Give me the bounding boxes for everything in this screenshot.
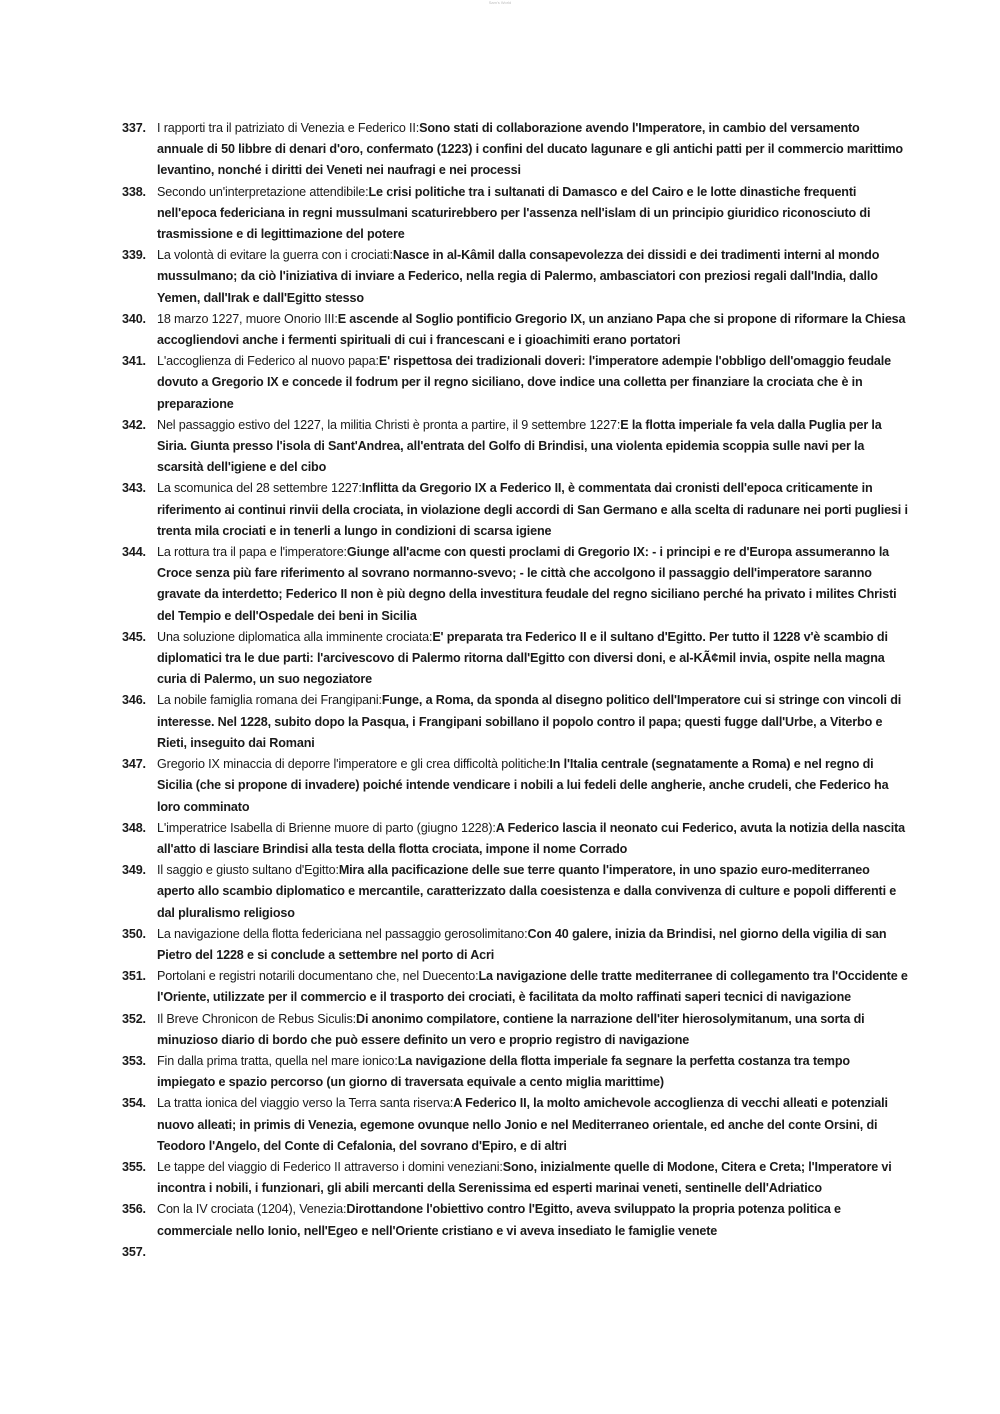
item-question: La rottura tra il papa e l'imperatore: — [157, 545, 347, 560]
item-number: 348. — [122, 820, 146, 835]
page-header: Sam's World — [488, 0, 512, 5]
item-number: 351. — [122, 969, 146, 984]
item-answer: E' rispettosa dei tradizionali doveri: l'imperatore adempie l'obbligo dell'omaggio feudale dovuto a Gregorio IX e concede il fodrum per il regno siciliano, dove indice una colletta per finanziare la crociata che è in preparazione — [157, 354, 891, 411]
item-question: La nobile famiglia romana dei Frangipani: — [157, 693, 382, 708]
list-item — [122, 309, 908, 351]
item-answer: La navigazione della flotta imperiale fa segnare la perfetta costanza tra tempo impiegato e spazio percorso (un giorno di traversata equivale a cento miglia marittime) — [157, 1053, 850, 1090]
list-item — [122, 966, 908, 1008]
list-item — [122, 818, 908, 860]
list-item — [122, 924, 908, 966]
list-item — [122, 118, 908, 182]
item-answer: Le crisi politiche tra i sultanati di Damasco e del Cairo e le lotte dinastiche frequenti nell'epoca federiciana in regni mussulmani scaturirebbero per l'assenza nell'islam di un principio giuridico riconosciuto di trasmissione e di legittimazione del potere — [157, 184, 871, 242]
item-question: La volontà di evitare la guerra con i crociati: — [157, 248, 393, 263]
item-number: 343. — [122, 481, 146, 496]
item-answer: Sono, inizialmente quelle di Modone, Citera e Creta; l'Imperatore vi incontra i nobili, i funzionari, gli abili mercanti della Serenissima ed esperti marinai veneti, sentinelle dell'Adriatico — [157, 1159, 892, 1196]
item-question: 18 marzo 1227, muore Onorio III: — [157, 311, 338, 326]
item-number: 345. — [122, 629, 146, 644]
item-answer: La navigazione delle tratte mediterranee di collegamento tra l'Occidente e l'Oriente, utilizzate per il commercio e il trasporto dei crociati, è facilitata da molto raffinati saperi tecnici di navigazione — [157, 969, 908, 1005]
item-question: Secondo un'interpretazione attendibile: — [157, 184, 369, 199]
item-question: Nel passaggio estivo del 1227, la militia Christi è pronta a partire, il 9 settembre 1227: — [157, 417, 621, 432]
list-item — [122, 182, 908, 246]
item-question: Portolani e registri notarili documentano che, nel Duecento: — [157, 969, 479, 984]
item-number: 344. — [122, 545, 146, 560]
list-item — [122, 245, 908, 309]
list-item — [122, 1093, 908, 1157]
item-number: 339. — [122, 248, 146, 263]
item-answer: Di anonimo compilatore, contiene la narrazione dell'iter hierosolymitanum, una sorta di minuzioso diario di bordo che può essere definito un vero e proprio registro di navigazione — [157, 1011, 865, 1047]
item-number: 354. — [122, 1096, 146, 1111]
item-answer: A Federico lascia il neonato cui Federico, avuta la notizia della nascita all'atto di lasciare Brindisi alla testa della flotta crociata, impone il nome Corrado — [157, 820, 905, 856]
item-answer: Con 40 galere, inizia da Brindisi, nel giorno della vigilia di san Pietro del 1228 e si conclude a settembre nel porto di Acri — [157, 926, 887, 962]
item-answer: Mira alla pacificazione delle sue terre quanto l'imperatore, in uno spazio euro-mediterraneo aperto allo scambio diplomatico e mercantile, caratterizzato dalla coesistenza e dalla convivenza di culture e popoli differenti e dal pluralismo religioso — [157, 863, 897, 920]
item-question: La scomunica del 28 settembre 1227: — [157, 481, 362, 496]
item-number: 341. — [122, 354, 146, 369]
item-number: 357. — [122, 1244, 146, 1259]
list-item — [122, 1009, 908, 1051]
item-number: 337. — [122, 121, 146, 135]
list-item — [122, 690, 908, 754]
item-number: 352. — [122, 1011, 146, 1026]
item-number: 340. — [122, 311, 146, 326]
item-question: La tratta ionica del viaggio verso la Terra santa riserva: — [157, 1096, 454, 1111]
list-item — [122, 860, 908, 924]
item-number: 353. — [122, 1053, 146, 1068]
list-item — [122, 1157, 908, 1199]
item-answer: Funge, a Roma, da sponda al disegno politico dell'Imperatore cui si stringe con vincoli di interesse. Nel 1228, subito dopo la Pasqua, i Frangipani sobillano il popolo contro il papa; questi fugge dall'Urbe, a Viterbo e Rieti, inseguito dai Romani — [157, 693, 902, 750]
list-item — [122, 478, 908, 542]
list-item — [122, 754, 908, 818]
item-question: Con la IV crociata (1204), Venezia: — [157, 1202, 347, 1217]
item-answer: E la flotta imperiale fa vela dalla Puglia per la Siria. Giunta presso l'isola di Sant'Andrea, all'entrata del Golfo di Brindisi, una violenta epidemia scoppia sulle navi per la scarsità dell'igiene e del cibo — [157, 417, 882, 475]
list-item — [122, 351, 908, 415]
item-question: La navigazione della flotta federiciana nel passaggio gerosolimitano: — [157, 926, 528, 941]
item-answer: E ascende al Soglio pontificio Gregorio IX, un anziano Papa che si propone di riformare la Chiesa accogliendovi anche i fermenti spirituali di cui i francescani e i gioachimiti erano portatori — [157, 311, 906, 348]
item-question: Una soluzione diplomatica alla imminente crociata: — [157, 629, 433, 644]
item-answer: A Federico II, la molto amichevole accoglienza di vecchi alleati e potenziali nuovo alleati; in primis di Venezia, egemone ovunque nello Jonio e nel Mediterraneo orientale, ed anche del conte Orsini, di Teodoro l'Angelo, del Conte di Cefalonia, del sovrano d'Epiro, e di altri — [157, 1096, 888, 1153]
list-item — [122, 1199, 908, 1241]
item-number: 346. — [122, 693, 146, 708]
item-number: 347. — [122, 757, 146, 772]
item-answer: E' preparata tra Federico II e il sultano d'Egitto. Per tutto il 1228 v'è scambio di diplomatici tra le due parti: l'arcivescovo di Palermo ritorna dall'Egitto con diversi doni, e al-KÃ¢mil invia, ospite nella magna curia di Palermo, un suo negoziatore — [157, 629, 888, 687]
item-answer: Nasce in al-Kâmil dalla consapevolezza dei dissidi e dei tradimenti interni al mondo mussulmano; da ciò l'iniziativa di inviare a Federico, nella regia di Palermo, ambasciatori con preziosi regali dall'India, dallo Yemen, dall'Irak e dall'Egitto stesso — [157, 248, 880, 305]
question-answer-list — [122, 118, 908, 1259]
list-item — [122, 415, 908, 479]
item-number: 350. — [122, 926, 146, 941]
list-item — [122, 627, 908, 691]
item-number: 342. — [122, 417, 146, 432]
item-answer: In l'Italia centrale (segnatamente a Roma) e nel regno di Sicilia (che si propone di invadere) poiché intende vendicare i nobili a lui fedeli delle angherie, anche crudeli, che Federico ha loro comminato — [157, 757, 889, 814]
item-question: Le tappe del viaggio di Federico II attraverso i domini veneziani: — [157, 1159, 503, 1174]
item-question: Il Breve Chronicon de Rebus Siculis: — [157, 1011, 356, 1026]
item-question: Il saggio e giusto sultano d'Egitto: — [157, 863, 339, 878]
list-item — [122, 542, 908, 627]
item-answer: Inflitta da Gregorio IX a Federico II, è commentata dai cronisti dell'epoca criticamente in riferimento ai continui rinvii della crociata, in violazione degli accordi di San Germano e alla scelta di radunare nei porti pugliesi i trenta mila crociati e in tenerli a lungo in condizioni di scarsa igiene — [157, 481, 908, 538]
item-question: L'imperatrice Isabella di Brienne muore di parto (giugno 1228): — [157, 820, 496, 835]
item-question: I rapporti tra il patriziato di Venezia e Federico II: — [157, 121, 420, 135]
item-question: L'accoglienza di Federico al nuovo papa: — [157, 354, 379, 369]
item-number: 338. — [122, 184, 146, 199]
item-number: 349. — [122, 863, 146, 878]
item-answer: Sono stati di collaborazione avendo l'Imperatore, in cambio del versamento annuale di 50 libbre di denari d'oro, confermato (1223) i confini del ducato lagunare e gli antichi patti per il commercio marittimo levantino, nonché i diritti dei Veneti nei naufragi e nei processi — [157, 121, 903, 178]
item-answer: Giunge all'acme con questi proclami di Gregorio IX: - i principi e re d'Europa assumeranno la Croce senza più fare riferimento al sovrano normanno-svevo; - le città che accolgono il passaggio dell'imperatore saranno gravate da interdetto; Federico II non è più degno della investitura feudale del regno siciliano perché ha privato i milites Christi del Tempio e dell'Ospedale dei beni in Sicilia — [157, 545, 897, 623]
item-number: 355. — [122, 1159, 146, 1174]
item-question: Fin dalla prima tratta, quella nel mare ionico: — [157, 1053, 398, 1068]
item-answer: Dirottandone l'obiettivo contro l'Egitto, aveva sviluppato la propria potenza politica e commerciale nello Ionio, nell'Egeo e nell'Oriente cristiano e vi aveva insediato le famiglie venete — [157, 1202, 841, 1238]
list-item — [122, 1051, 908, 1093]
item-question: Gregorio IX minaccia di deporre l'imperatore e gli crea difficoltà politiche: — [157, 757, 550, 772]
item-number: 356. — [122, 1202, 146, 1217]
